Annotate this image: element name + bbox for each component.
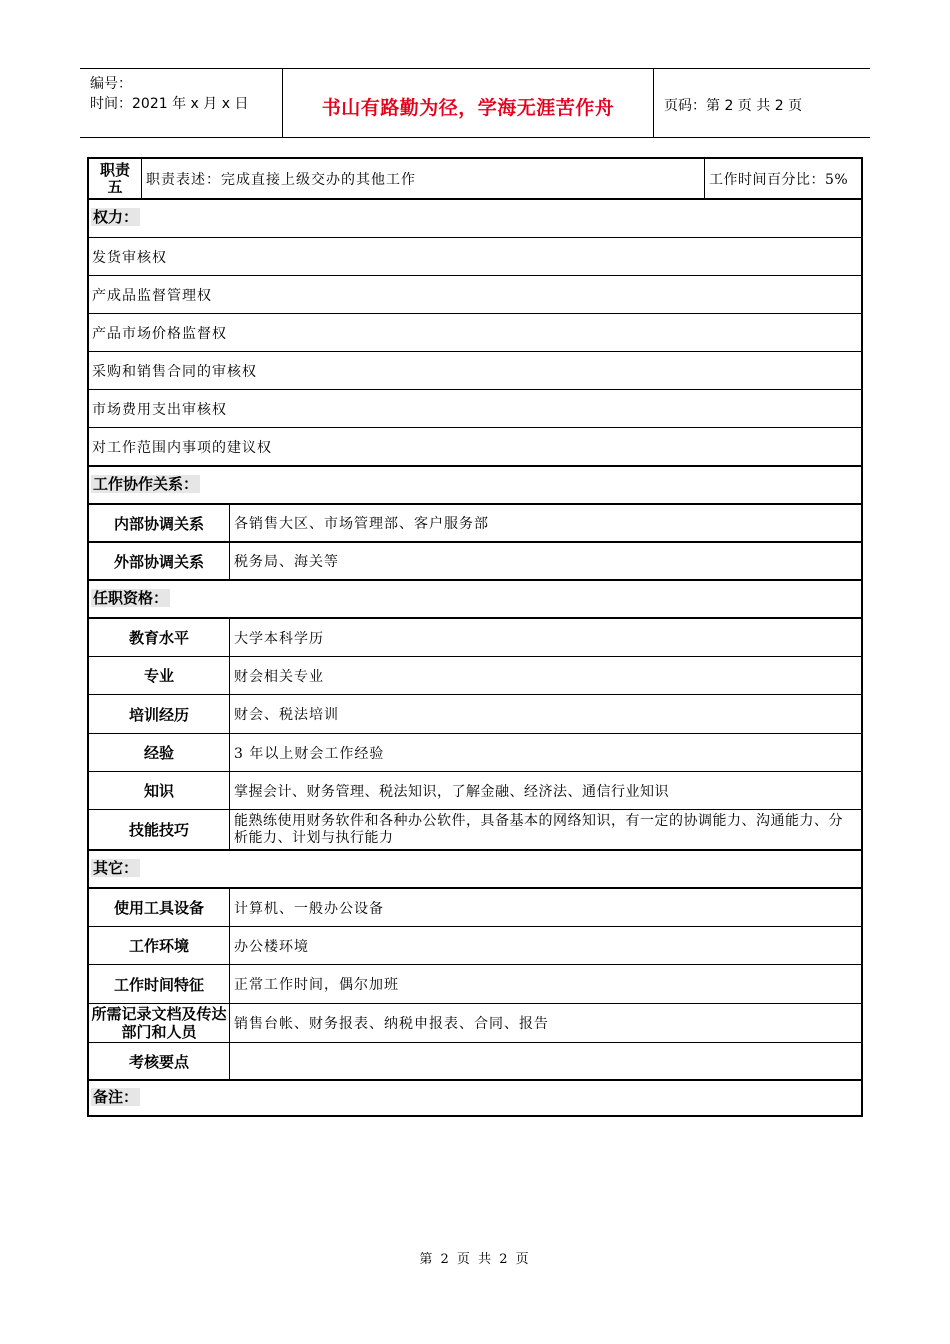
list-item: [89, 428, 861, 467]
document-time: 时间：2021 年 x 月 x 日: [90, 96, 249, 112]
table-row: [89, 505, 861, 543]
row-label: 工作环境: [89, 927, 230, 964]
row-label: 知识: [89, 772, 230, 809]
row-value: 掌握会计、财务管理、税法知识，了解金融、经济法、通信行业知识: [234, 783, 669, 800]
section-title: 任职资格：: [93, 589, 169, 607]
table-row: [89, 889, 861, 927]
row-value: 计算机、一般办公设备: [234, 900, 384, 917]
power-item: 采购和销售合同的审核权: [92, 363, 257, 380]
row-value: 3 年以上财会工作经验: [234, 745, 385, 762]
header-meta: [80, 69, 283, 137]
section-title: 工作协作关系：: [93, 475, 199, 493]
duty-percent: 工作时间百分比：5%: [709, 171, 849, 188]
row-value: 正常工作时间，偶尔加班: [234, 977, 399, 993]
row-value: 办公楼环境: [234, 938, 309, 955]
row-value: 财会、税法培训: [234, 707, 339, 723]
table-row: [89, 695, 861, 734]
table-row: [89, 810, 861, 851]
row-label: 内部协调关系: [89, 505, 230, 541]
section-cooperation-header: [89, 467, 861, 505]
duty-description: 职责表述：完成直接上级交办的其他工作: [142, 159, 705, 198]
page-info: 页码：第 2 页 共 2 页: [664, 98, 803, 114]
row-label: 考核要点: [89, 1043, 230, 1079]
row-value: 销售台帐、财务报表、纳税申报表、合同、报告: [234, 1016, 549, 1032]
power-item: 对工作范围内事项的建议权: [92, 439, 272, 456]
section-title: 备注：: [93, 1088, 139, 1106]
section-qualification-header: [89, 581, 861, 619]
table-row: [89, 619, 861, 657]
row-value: 财会相关专业: [234, 668, 324, 685]
table-row: [89, 1043, 861, 1081]
row-label: 专业: [89, 657, 230, 694]
row-label: 外部协调关系: [89, 543, 230, 579]
section-title: 其它：: [93, 859, 139, 877]
row-label: 教育水平: [89, 619, 230, 656]
header-motto-cell: [283, 69, 654, 137]
table-row: [89, 734, 861, 772]
section-remarks-header: [89, 1081, 861, 1115]
duty-label: 职责五: [89, 159, 142, 198]
list-item: [89, 238, 861, 276]
list-item: [89, 352, 861, 390]
table-row: [89, 657, 861, 695]
list-item: [89, 276, 861, 314]
duty-row: [89, 159, 861, 200]
row-label: 工作时间特征: [89, 965, 230, 1003]
row-label: 技能技巧: [89, 810, 230, 849]
row-value: 能熟练使用财务软件和各种办公软件，具备基本的网络知识，有一定的协调能力、沟通能力、分析能力、计划与执行能力: [234, 812, 843, 846]
job-description-table: [87, 157, 863, 1117]
row-value: 税务局、海关等: [234, 554, 339, 570]
table-row: [89, 927, 861, 965]
row-value: [230, 1043, 861, 1079]
row-value: 各销售大区、市场管理部、客户服务部: [234, 516, 489, 532]
table-row: [89, 543, 861, 581]
table-row: [89, 772, 861, 810]
motto: 书山有路勤为径，学海无涯苦作舟: [321, 97, 615, 119]
row-label: 所需记录文档及传达部门和人员: [89, 1004, 230, 1042]
power-item: 产成品监督管理权: [92, 287, 212, 304]
row-label: 培训经历: [89, 695, 230, 733]
page-header: [80, 68, 870, 138]
table-row: [89, 1004, 861, 1043]
row-label: 使用工具设备: [89, 889, 230, 926]
row-label: 经验: [89, 734, 230, 771]
row-value: 大学本科学历: [234, 630, 324, 647]
power-item: 产品市场价格监督权: [92, 325, 227, 342]
section-others-header: [89, 851, 861, 889]
list-item: [89, 314, 861, 352]
page-footer: 第 2 页 共 2 页: [419, 1252, 531, 1267]
header-page-cell: [654, 69, 870, 137]
list-item: [89, 390, 861, 428]
table-row: [89, 965, 861, 1004]
section-powers-header: [89, 200, 861, 238]
power-item: 发货审核权: [92, 249, 167, 266]
power-item: 市场费用支出审核权: [92, 401, 227, 418]
section-title: 权力：: [93, 208, 139, 226]
document-number-label: 编号：: [90, 76, 132, 92]
